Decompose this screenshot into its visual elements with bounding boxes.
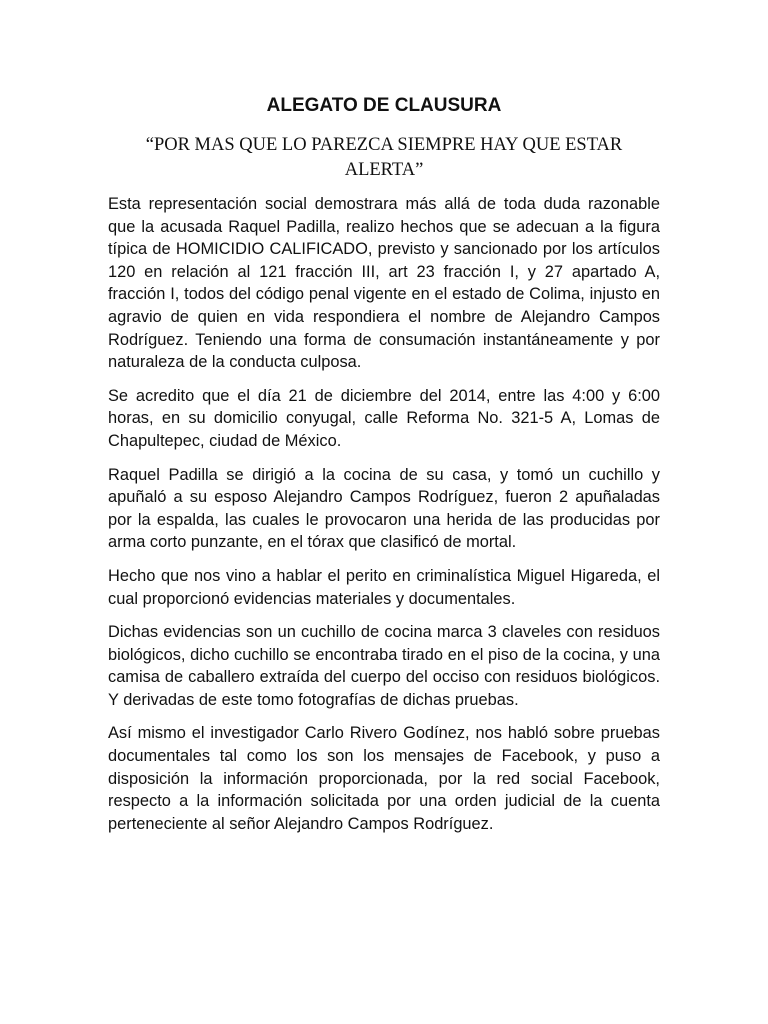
paragraph-evidence: Dichas evidencias son un cuchillo de cocina marca 3 claveles con residuos biológicos, dicho cuchillo se encontraba tirado en el piso de la cocina, y una camisa de caballero extraída del cuerpo del occiso con residuos biológicos. Y derivadas de este tomo fotografías de dichas pruebas. <box>108 623 660 709</box>
paragraph-date-location: Se acredito que el día 21 de diciembre del 2014, entre las 4:00 y 6:00 horas, en su domicilio conyugal, calle Reforma No. 321-5 A, Lomas de Chapultepec, ciudad de México. <box>108 386 660 450</box>
document-title: ALEGATO DE CLAUSURA <box>266 95 502 116</box>
paragraph-expert: Hecho que nos vino a hablar el perito en criminalística Miguel Higareda, el cual proporcionó evidencias materiales y documentales. <box>108 566 660 608</box>
paragraph-investigator: Así mismo el investigador Carlo Rivero Godínez, nos habló sobre pruebas documentales tal como los son los mensajes de Facebook, y puso a disposición la información proporcionada, por la red social Facebook, respecto a la información solicitada por una orden judicial de la cuenta perteneciente al señor Alejandro Campos Rodríguez. <box>108 724 660 833</box>
paragraph-charge: Esta representación social demostrara más allá de toda duda razonable que la acusada Raquel Padilla, realizo hechos que se adecuan a la figura típica de HOMICIDIO CALIFICADO, previsto y sancionado por los artículos 120 en relación al 121 fracción III, art 23 fracción I, y 27 apartado A, fracción I, todos del código penal vigente en el estado de Colima, injusto en agravio de quien en vida respondiera el nombre de Alejandro Campos Rodríguez. Teniendo una forma de consumación instantáneamente y por naturaleza de la conducta culposa. <box>108 195 660 372</box>
document-body <box>108 193 660 846</box>
epigraph-quote: “POR MAS QUE LO PAREZCA SIEMPRE HAY QUE ESTAR ALERTA” <box>145 135 623 180</box>
paragraph-events: Raquel Padilla se dirigió a la cocina de su casa, y tomó un cuchillo y apuñaló a su esposo Alejandro Campos Rodríguez, fueron 2 apuñaladas por la espalda, las cuales le provocaron una herida de las producidas por arma corto punzante, en el tórax que clasificó de mortal. <box>108 465 660 552</box>
